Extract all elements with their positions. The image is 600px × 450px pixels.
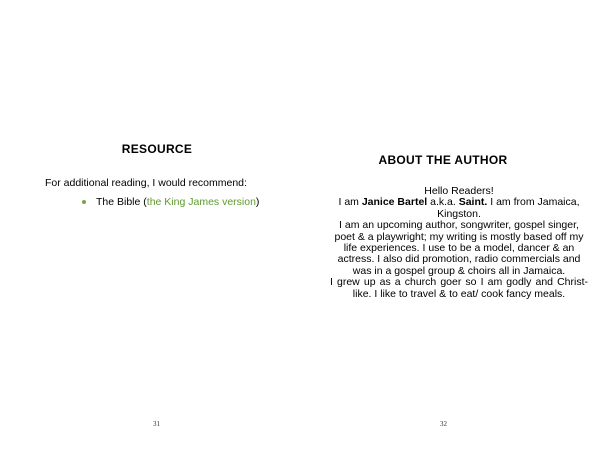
aka-text: a.k.a. bbox=[427, 196, 459, 209]
intro-suffix: I am from Jamaica, Kingston. bbox=[437, 196, 580, 220]
list-item bbox=[82, 196, 259, 208]
intro-paragraph bbox=[330, 197, 588, 220]
intro-prefix: I am bbox=[338, 196, 362, 209]
about-text bbox=[330, 186, 588, 300]
resource-title bbox=[96, 196, 259, 208]
page-number: 32 bbox=[440, 420, 447, 428]
greeting: Hello Readers! bbox=[424, 185, 494, 197]
resource-list bbox=[82, 196, 259, 208]
resource-edition: the King James version bbox=[146, 196, 256, 208]
resource-intro: For additional reading, I would recommend: bbox=[45, 177, 247, 189]
resource-close: ) bbox=[255, 196, 260, 208]
bullet-icon bbox=[82, 200, 86, 204]
faith-paragraph: I grew up as a church goer so I am godly and Christ-like. I like to travel & to eat/ cook fancy meals. bbox=[330, 276, 588, 300]
resource-title-text: The Bible ( bbox=[96, 196, 147, 208]
page-number: 31 bbox=[153, 420, 160, 428]
right-page bbox=[300, 0, 600, 450]
about-heading: ABOUT THE AUTHOR bbox=[378, 153, 508, 167]
nickname: Saint. bbox=[458, 196, 488, 209]
bio-paragraph: I am an upcoming author, songwriter, gospel singer, poet & a playwright; my writing is mostly based off my life experiences. I use to be a model, dancer & an actress. I also did promotion, radio commercials and was in a gospel group & choirs all in Jamaica. bbox=[334, 219, 584, 277]
resource-heading: RESOURCE bbox=[121, 142, 193, 156]
author-name: Janice Bartel bbox=[361, 196, 428, 209]
